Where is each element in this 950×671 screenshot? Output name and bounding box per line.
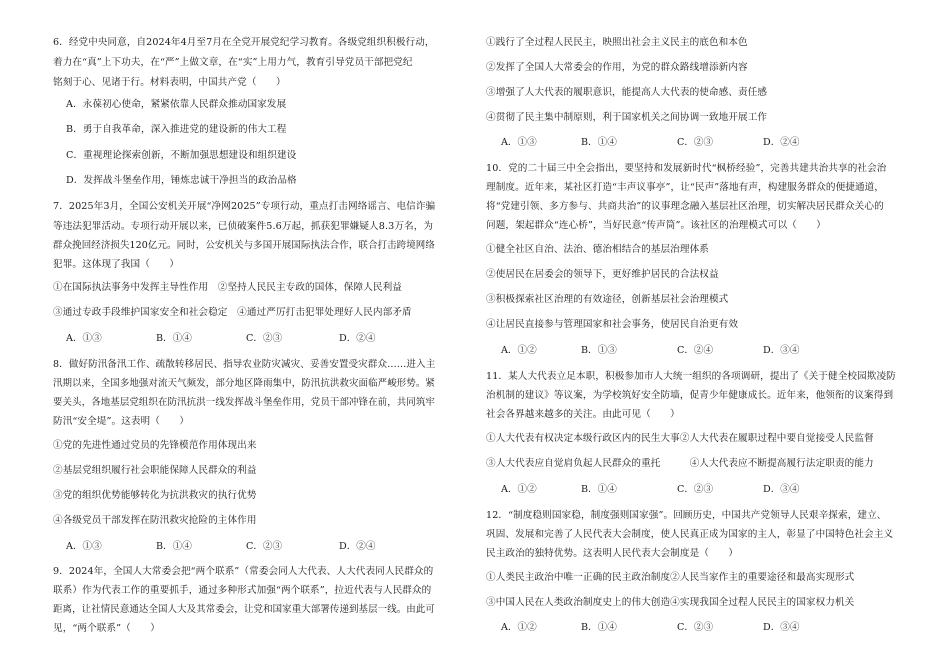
q7-item-row-2: ③通过专政手段维护国家安全和社会稳定 ④通过严厉打击犯罪处理好人民内部矛盾 — [53, 307, 412, 318]
q9-stem-line-3: 距离，让社情民意通达全国人大及其常委会，让党和国家重大部署传递到基层一线。由此可 — [53, 604, 435, 615]
q12-item-row-1: ①人类民主政治中唯一正确的民主政治制度②人民当家作主的重要途径和最高实现形式 — [486, 572, 855, 583]
q10-choice-b[interactable]: B．①③ — [581, 345, 617, 356]
q9-stem-line-4: 见，“两个联系”（ ） — [53, 623, 160, 634]
q9-choice-b[interactable]: B．①④ — [581, 137, 617, 148]
q8-choice-c[interactable]: C．②③ — [246, 541, 283, 552]
q6-stem-line-1: 6．经党中央同意，自2024年4月至7月在全党开展党纪学习教育。各级党组织积极行动， — [53, 37, 435, 48]
q8-choice-b[interactable]: B．①④ — [156, 541, 192, 552]
q11-choice-b[interactable]: B．①④ — [581, 484, 617, 495]
q11-choice-d[interactable]: D．③④ — [763, 484, 800, 495]
q12-choice-c[interactable]: C．②③ — [677, 622, 714, 633]
q10-item-3: ③积极探索社区治理的有效途径，创新基层社会治理模式 — [486, 294, 729, 305]
q8-stem-line-2: 汛期以来，全国多地强对流天气频发，部分地区降雨集中，防汛抗洪救灾面临严峻形势。紧 — [53, 378, 435, 389]
q7-stem-line-4: 犯罪。这体现了我国（ ） — [53, 259, 180, 270]
q8-item-1: ①党的先进性通过党员的先锋模范作用体现出来 — [53, 440, 257, 451]
q12-choice-a[interactable]: A．①② — [501, 622, 537, 633]
q9-item-1: ①践行了全过程人民民主，映照出社会主义民主的底色和本色 — [486, 37, 748, 48]
q10-item-4: ④让居民直接参与管理国家和社会事务，使居民自治更有效 — [486, 319, 739, 330]
q10-item-1: ①健全社区自治、法治、德治相结合的基层治理体系 — [486, 244, 709, 255]
q9-choice-d[interactable]: D．②④ — [763, 137, 800, 148]
q7-choice-a[interactable]: A．①③ — [66, 333, 102, 344]
q11-stem-line-2: 治机制的建议》等议案，为学校筑好安全防墙，促青少年健康成长。近年来，他领衔的议案得到 — [486, 390, 894, 401]
q10-stem-line-3: 将“党建引领、多方参与、共商共治”的议事理念融入基层社区治理，切实解决居民群众关心的 — [486, 201, 884, 212]
q6-option-c[interactable]: C．重视理论探索创新，不断加强思想建设和组织建设 — [66, 150, 297, 161]
q9-choice-c[interactable]: C．②③ — [677, 137, 714, 148]
q7-stem-line-1: 7．2025年3月，全国公安机关开展“净网2025”专项行动，重点打击网络谣言、电信诈骗 — [53, 201, 436, 212]
q10-choice-c[interactable]: C．②④ — [677, 345, 714, 356]
q9-stem-line-1: 9．2024年，全国人大常委会把“两个联系”（常委会同人大代表、人大代表同人民群众的 — [53, 566, 434, 577]
q12-stem-line-1: 12．“制度稳则国家稳，制度强则国家强”。回顾历史，中国共产党领导人民艰辛探索，建立、 — [486, 510, 887, 521]
q7-choice-c[interactable]: C．②③ — [246, 333, 283, 344]
q12-choice-b[interactable]: B．①④ — [581, 622, 617, 633]
q11-item-row-1: ①人大代表有权决定本级行政区内的民生大事②人大代表在履职过程中要自觉接受人民监督 — [486, 433, 874, 444]
q7-stem-line-2: 等违法犯罪活动。专项行动开展以来，已侦破案件5.6万起，抓获犯罪嫌疑人8.3万名，为 — [53, 221, 434, 232]
q11-stem-line-3: 社会各界越来越多的关注。由此可见（ ） — [486, 409, 680, 420]
q11-stem-line-1: 11．某人大代表立足本职，积极参加市人大统一组织的各项调研，提出了《关于健全校园欺凌防 — [486, 371, 896, 382]
q10-stem-line-4: 问题，架起群众“连心桥”，当好民意“传声筒”。该社区的治理模式可以（ ） — [486, 220, 826, 231]
q9-stem-line-2: 联系）作为代表工作的重要抓手，通过多种形式加强“两个联系”，拉近代表与人民群众的 — [53, 585, 432, 596]
q6-option-b[interactable]: B．勇于自我革命，深入推进党的建设新的伟大工程 — [66, 124, 287, 135]
q11-choice-a[interactable]: A．①② — [501, 484, 537, 495]
q6-option-a[interactable]: A．永葆初心使命，紧紧依靠人民群众推动国家发展 — [66, 99, 287, 110]
q9-item-4: ④贯彻了民主集中制原则，利于国家机关之间协调一致地开展工作 — [486, 112, 768, 123]
q8-item-2: ②基层党组织履行社会职能保障人民群众的利益 — [53, 465, 257, 476]
q10-choice-d[interactable]: D．③④ — [763, 345, 800, 356]
q9-item-3: ③增强了人大代表的履职意识，能提高人大代表的使命感、责任感 — [486, 87, 768, 98]
q10-stem-line-2: 理制度。近年来，某社区打造“丰声议事亭”，让“民声”落地有声，构建服务群众的便捷通道， — [486, 182, 885, 193]
q6-stem-line-3: 铭刻于心、见诸于行。材料表明，中国共产党（ ） — [53, 77, 286, 88]
q11-choice-c[interactable]: C．②③ — [677, 484, 714, 495]
q12-stem-line-2: 巩固、发展和完善了人民代表大会制度，使人民真正成为国家的主人，彰显了中国特色社会主义 — [486, 529, 894, 540]
q12-choice-d[interactable]: D．③④ — [763, 622, 800, 633]
q10-item-2: ②使居民在居委会的领导下，更好维护居民的合法权益 — [486, 269, 719, 280]
q8-choice-a[interactable]: A．①③ — [66, 541, 102, 552]
q8-stem-line-4: 防汛“安全堤”。这表明（ ） — [53, 416, 190, 427]
q12-item-row-2: ③中国人民在人类政治制度史上的伟大创造④实现我国全过程人民民主的国家权力机关 — [486, 597, 855, 608]
q12-stem-line-3: 民主政治的独特优势。这表明人民代表大会制度是（ ） — [486, 548, 739, 559]
q7-item-row-1: ①在国际执法事务中发挥主导性作用 ②坚持人民民主专政的国体，保障人民利益 — [53, 282, 402, 293]
q8-item-4: ④各级党员干部发挥在防汛救灾抢险的主体作用 — [53, 515, 257, 526]
q11-item-row-2: ③人大代表应自觉肩负起人民群众的重托 ④人大代表应不断提高履行法定职责的能力 — [486, 458, 874, 469]
q10-choice-a[interactable]: A．①② — [501, 345, 537, 356]
q8-item-3: ③党的组织优势能够转化为抗洪救灾的执行优势 — [53, 490, 257, 501]
q8-stem-line-1: 8．做好防汛备汛工作、疏散转移居民、指导农业防灾减灾、妥善安置受灾群众……进入主 — [53, 359, 436, 370]
q7-choice-d[interactable]: D．②④ — [339, 333, 376, 344]
q8-choice-d[interactable]: D．②④ — [339, 541, 376, 552]
q7-choice-b[interactable]: B．①④ — [156, 333, 192, 344]
q6-stem-line-2: 着力在“真”上下功夫，在“严”上做文章，在“实”上用力气，教育引导党员干部把党纪 — [53, 57, 413, 68]
q10-stem-line-1: 10．党的二十届三中全会指出，要坚持和发展新时代“枫桥经验”，完善共建共治共享的社会治 — [486, 163, 887, 174]
q9-choice-a[interactable]: A．①③ — [501, 137, 537, 148]
q7-stem-line-3: 群众挽回经济损失120亿元。同时，公安机关与多国开展国际执法合作，联合打击跨境网络 — [53, 240, 435, 251]
q9-item-2: ②发挥了全国人大常委会的作用，为党的群众路线增添新内容 — [486, 62, 748, 73]
q6-option-d[interactable]: D．发挥战斗堡垒作用，锤炼忠诚干净担当的政治品格 — [66, 175, 297, 186]
q8-stem-line-3: 要关头，各地基层党组织在防汛抗洪一线发挥战斗堡垒作用，党员干部冲锋在前，共同筑牢 — [53, 397, 435, 408]
